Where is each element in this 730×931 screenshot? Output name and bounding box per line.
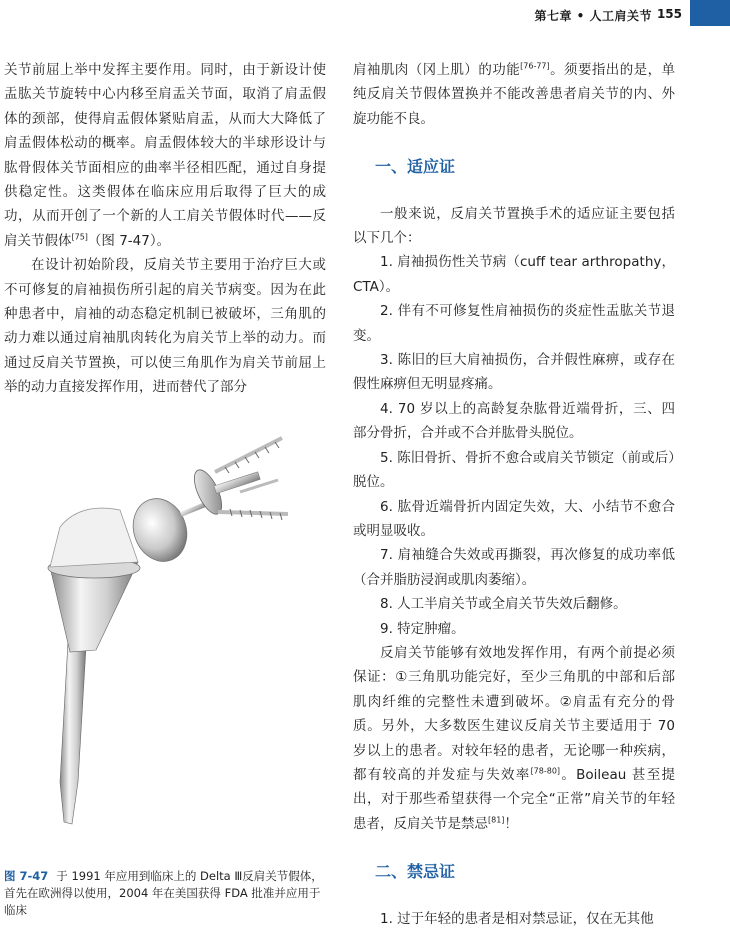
list-item: 1. 肩袖损伤性关节病（cuff tear arthropathy，CTA）。	[353, 254, 675, 295]
section-heading-contraindications: 二、禁忌证	[375, 862, 456, 882]
list-item: 1. 过于年轻的患者是相对禁忌证，仅在无其他	[380, 910, 654, 927]
citation: [75]	[71, 232, 88, 242]
left-column	[4, 58, 326, 400]
caption-text: 于 1991 年应用到临床上的 Delta Ⅲ反肩关节假体，首先在欧洲得以使用，2004 年在美国获得 FDA 批准并应用于临床	[4, 869, 323, 917]
list-item: 2. 伴有不可修复性肩袖损伤的炎症性盂肱关节退变。	[353, 303, 675, 344]
citation: [81]	[488, 815, 505, 825]
list-item: 4. 70 岁以上的高龄复杂肱骨近端骨折，三、四部分骨折，合并或不合并肱骨头脱位。	[353, 400, 675, 442]
section-heading-indications: 一、适应证	[375, 157, 456, 177]
reverse-shoulder-prosthesis-icon	[20, 432, 320, 852]
paragraph: 肩袖肌肉（冈上肌）的功能[76-77]。须要指出的是，单纯反肩关节假体置换并不能改善患者肩关节的内、外旋功能不良。	[353, 61, 676, 127]
figure-label: 图 7-47	[4, 869, 49, 883]
spacer	[353, 885, 675, 907]
spacer	[353, 131, 675, 155]
paragraph: 一般来说，反肩关节置换手术的适应证主要包括以下几个：	[353, 205, 675, 247]
page-color-tab	[690, 0, 730, 26]
spacer	[353, 836, 675, 860]
page-number: 155	[656, 7, 682, 21]
list-item: 7. 肩袖缝合失效或再撕裂，再次修复的成功率低（合并脂肪浸润或肌肉萎缩）。	[353, 547, 675, 588]
right-column	[353, 58, 675, 931]
list-item: 9. 特定肿瘤。	[380, 620, 465, 637]
paragraph: 关节前屈上举中发挥主要作用。同时，由于新设计使盂肱关节旋转中心内移至肩盂关节面，取消了肩盂假体的颈部，使得肩盂假体紧贴肩盂，从而大大降低了肩盂假体松动的概率。肩盂假体较大的半球形设计与肱骨假体关节面相应的曲率半径相匹配，通过自身提供稳定性。这类假体在临床应用后取得了巨大的成功，从而开创了一个新的人工肩关节假体时代——反肩关节假体[75]（图 7-47）。	[4, 62, 326, 249]
list-item: 5. 陈旧骨折、骨折不愈合或肩关节锁定（前或后）脱位。	[353, 449, 675, 491]
list-item: 3. 陈旧的巨大肩袖损伤，合并假性麻痹，或存在假性麻痹但无明显疼痛。	[353, 352, 675, 393]
spacer	[353, 180, 675, 202]
paragraph: 在设计初始阶段，反肩关节主要用于治疗巨大或不可修复的肩袖损伤所引起的肩关节病变。因为在此种患者中，肩袖的动态稳定机制已被破坏，三角肌的动力难以通过肩袖肌肉转化为肩关节上举的动力。而通过反肩关节置换，可以使三角肌作为肩关节前屈上举的动力直接发挥作用，进而替代了部分	[4, 257, 326, 396]
list-item: 6. 肱骨近端骨折内固定失效，大、小结节不愈合或明显吸收。	[353, 498, 675, 539]
list-item: 8. 人工半肩关节或全肩关节失效后翻修。	[380, 596, 627, 613]
figure-caption	[4, 868, 326, 919]
citation: [76-77]	[520, 61, 550, 71]
paragraph: 反肩关节能够有效地发挥作用，有两个前提必须保证：①三角肌功能完好，至少三角肌的中部和后部肌肉纤维的完整性未遭到破坏。②肩盂有充分的骨质。另外，大多数医生建议反肩关节主要适用于 70 岁以上的患者。对较年轻的患者，无论哪一种疾病，都有较高的并发症与失效率[78-80]。Boileau 甚至提出，对于那些希望获得一个完全“正常”肩关节的年轻患者，反肩关节是禁忌[81]！	[353, 644, 675, 832]
running-header: 第七章 • 人工肩关节	[534, 9, 652, 23]
citation: [78-80]	[530, 766, 561, 776]
prosthesis-figure	[20, 432, 320, 852]
